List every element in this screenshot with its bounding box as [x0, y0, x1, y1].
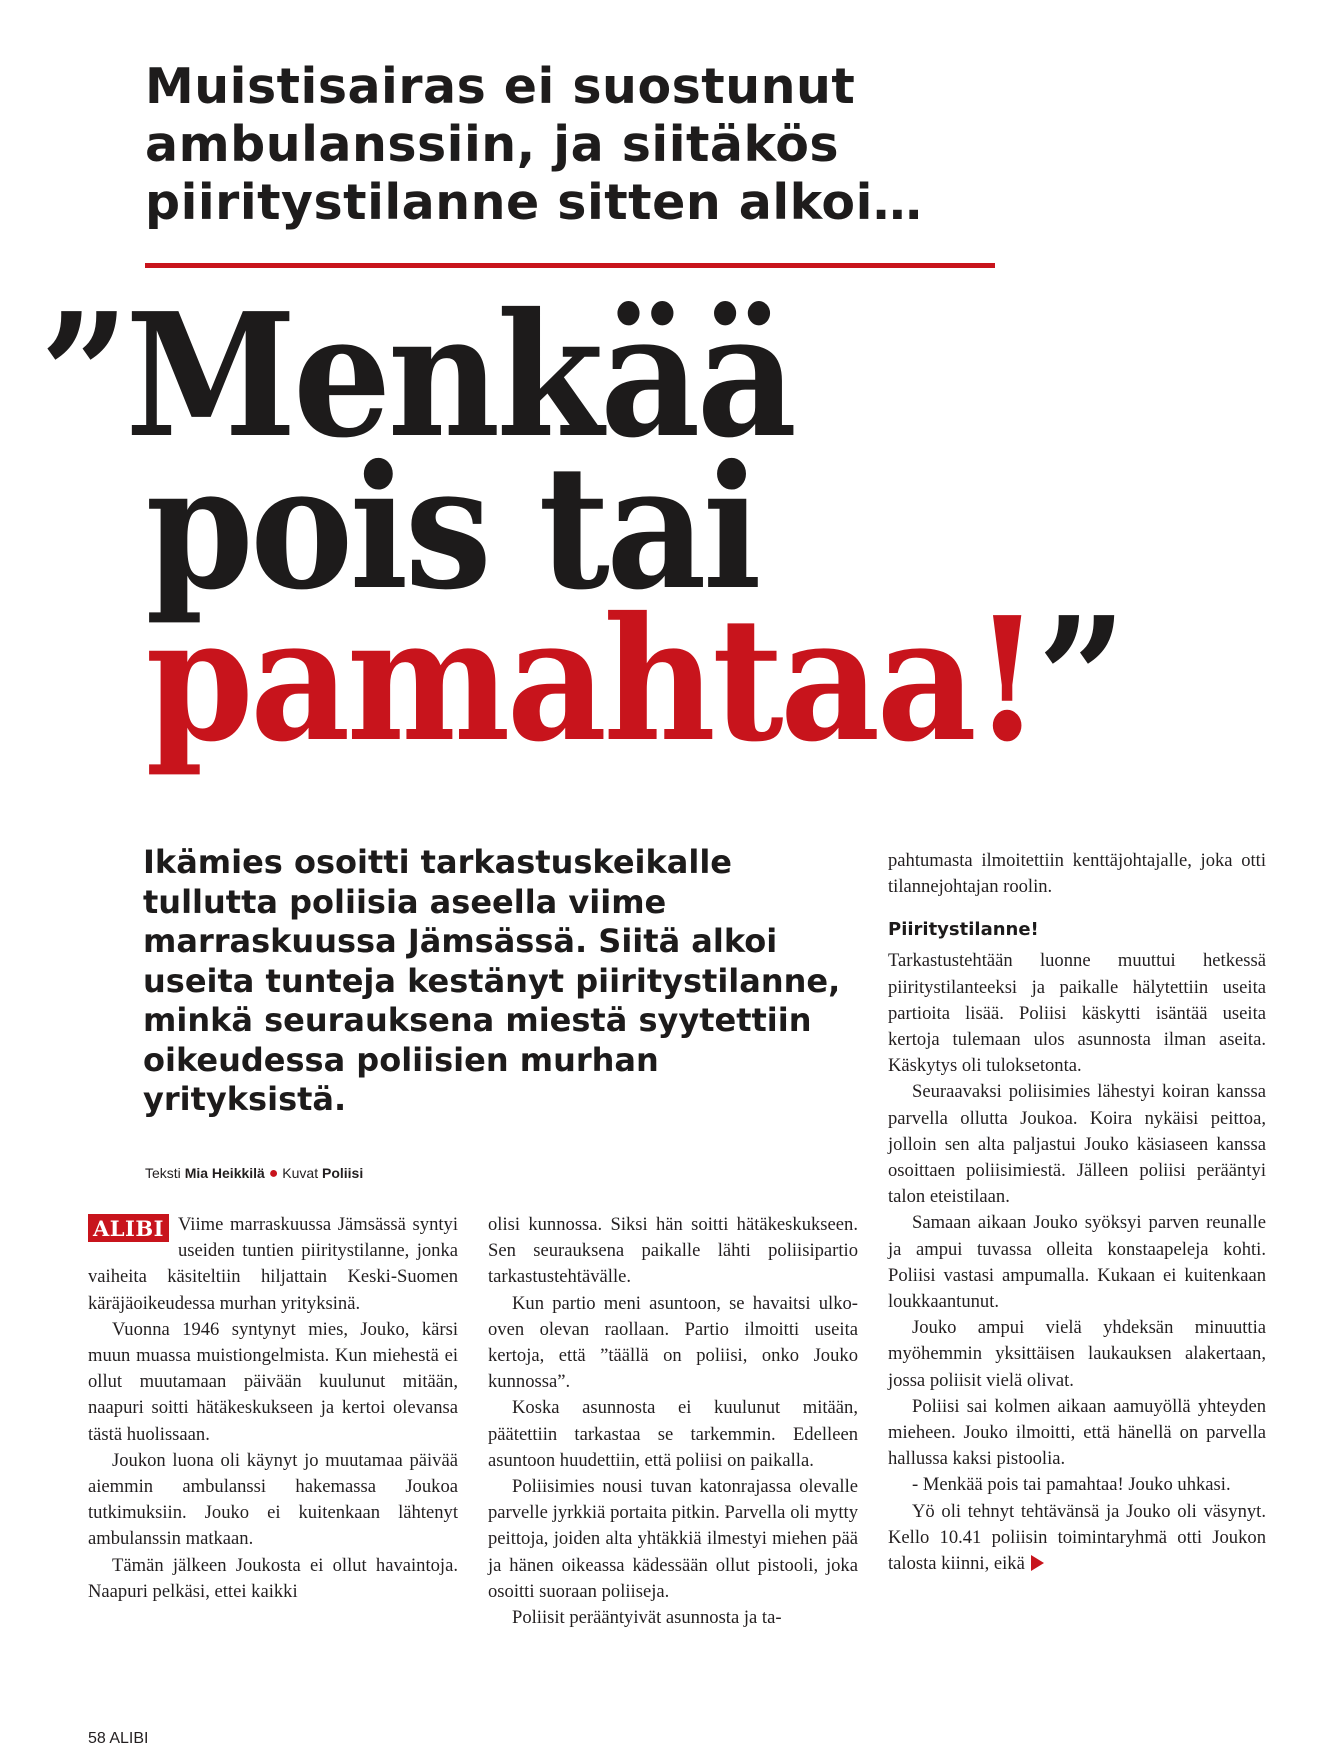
body-paragraph: olisi kunnossa. Siksi hän soitti hätäkeskukseen. Sen seurauksena paikalle lähti poliisipartio tarkastustehtävälle.: [488, 1214, 858, 1288]
bullet-icon: ●: [268, 1165, 279, 1182]
kicker-line: piiritystilanne sitten alkoi…: [145, 174, 923, 231]
open-quote: ”: [40, 276, 126, 476]
headline-line-2: pois tai: [145, 428, 758, 628]
body-paragraph: Seuraavaksi poliisimies lähestyi koiran kanssa parvella ollutta Joukoa. Koira nykäisi peittoa, jolloin sen alta paljastui Jouko käsiaseen kanssa osoittaen poliisimiestä. Jälleen poliisi perääntyi talon eteistilaan.: [888, 1081, 1266, 1208]
byline-text-label: Teksti: [145, 1165, 181, 1181]
body-paragraph: [888, 1499, 1266, 1578]
paragraph-text: Viime marraskuussa Jämsässä syntyi useiden tuntien piiritystilanne, jonka vaiheita käsiteltiin hiljattain Keski-Suomen käräjäoikeudessa murhan yrityksinä.: [88, 1214, 458, 1314]
alibi-badge: ALIBI: [88, 1214, 169, 1242]
byline-author: Mia Heikkilä: [184, 1165, 265, 1181]
body-paragraph: Joukon luona oli käynyt jo muutamaa päivää aiemmin ambulanssi hakemassa Joukoa tutkimuksiin. Jouko ei kuitenkaan lähtenyt ambulanssin matkaan.: [88, 1449, 458, 1550]
body-paragraph: [88, 1212, 458, 1317]
kicker-line: ambulanssiin, ja siitäkös: [145, 116, 840, 173]
body-paragraph: Tarkastustehtään luonne muuttui hetkessä piiritystilanteeksi ja paikalle hälytettiin useita partioita lisää. Poliisi käskytti isäntää useita kertoja tulemaan ulos asunnosta ilman aseita. Käskytys oli tuloksetonta.: [888, 950, 1266, 1077]
subheading: Piiritystilanne!: [888, 919, 1039, 941]
continue-arrow-icon: [1031, 1555, 1044, 1571]
headline: [40, 276, 1187, 780]
column-1: [88, 1212, 458, 1605]
kicker-line: Muistisairas ei suostunut: [145, 58, 856, 115]
close-quote: ”: [1037, 580, 1123, 780]
body-paragraph: Poliisi sai kolmen aikaan aamuyöllä yhteyden mieheen. Jouko ilmoitti, että hänellä on parvella hallussa kaksi pistoolia.: [888, 1395, 1266, 1470]
kicker: [145, 58, 1045, 232]
headline-word-red: pamahtaa!: [145, 580, 1038, 780]
lead-paragraph: Ikämies osoitti tarkastuskeikalle tullutta poliisia aseella viime marraskuussa Jämsässä. Siitä alkoi useita tunteja kestänyt piiritystilanne, minkä seurauksena miestä syytettiin oikeudessa poliisien murhan yrityksistä.: [143, 843, 841, 1118]
byline-photographer: Poliisi: [322, 1165, 364, 1181]
body-paragraph: Poliisit perääntyivät asunnosta ja ta-: [512, 1607, 782, 1629]
body-paragraph: Koska asunnosta ei kuulunut mitään, päätettiin tarkastaa se tarkemmin. Edelleen asuntoon huudettiin, että poliisi on paikalla.: [488, 1397, 858, 1471]
body-paragraph: Samaan aikaan Jouko syöksyi parven reunalle ja ampui tuvassa olleita konstaapeleja kohti. Poliisi vastasi ampumalla. Kukaan ei kuitenkaan loukkaantunut.: [888, 1212, 1266, 1313]
page-folio: 58 ALIBI: [88, 1730, 149, 1747]
body-paragraph: pahtumasta ilmoitettiin kenttäjohtajalle, joka otti tilannejohtajan roolin.: [888, 850, 1266, 898]
byline: [145, 1165, 545, 1183]
column-2: [488, 1212, 858, 1631]
paragraph-text: Yö oli tehnyt tehtävänsä ja Jouko oli väsynyt. Kello 10.41 poliisin toimintaryhmä otti Joukon talosta kiinni, eikä: [888, 1500, 1266, 1575]
headline-word: Menkää: [125, 276, 794, 476]
body-paragraph: Tämän jälkeen Joukosta ei ollut havaintoja. Naapuri pelkäsi, ettei kaikki: [88, 1554, 458, 1602]
body-paragraph: Poliisimies nousi tuvan katonrajassa olevalle parvelle jyrkkiä portaita pitkin. Parvella oli mytty peittoja, joiden alta yhtäkkiä ilmestyi miehen pää ja hänen oikeassa kädessään ollut pistooli, joka osoitti suoraan poliiseja.: [488, 1476, 858, 1602]
body-paragraph: Kun partio meni asuntoon, se havaitsi ulko-oven olevan raollaan. Partio ilmoitti useita kertoja, että ”täällä on poliisi, onko Jouko kunnossa”.: [488, 1292, 858, 1393]
headline-line-3: [40, 580, 1187, 780]
byline-photo-label: Kuvat: [282, 1165, 319, 1181]
kicker-rule: [145, 263, 995, 268]
body-paragraph: - Menkää pois tai pamahtaa! Jouko uhkasi.: [912, 1474, 1231, 1496]
column-3: [888, 848, 1266, 1577]
body-paragraph: Vuonna 1946 syntynyt mies, Jouko, kärsi muun muassa muistiongelmista. Kun miehestä ei ollut muutamaan päivään kuulunut mitään, naapuri soitti hätäkeskukseen ja kertoi olevansa tästä huolissaan.: [88, 1318, 458, 1445]
body-paragraph: Jouko ampui vielä yhdeksän minuuttia myöhemmin yksittäisen laukauksen alakertaan, jossa poliisit vielä olivat.: [888, 1317, 1266, 1391]
